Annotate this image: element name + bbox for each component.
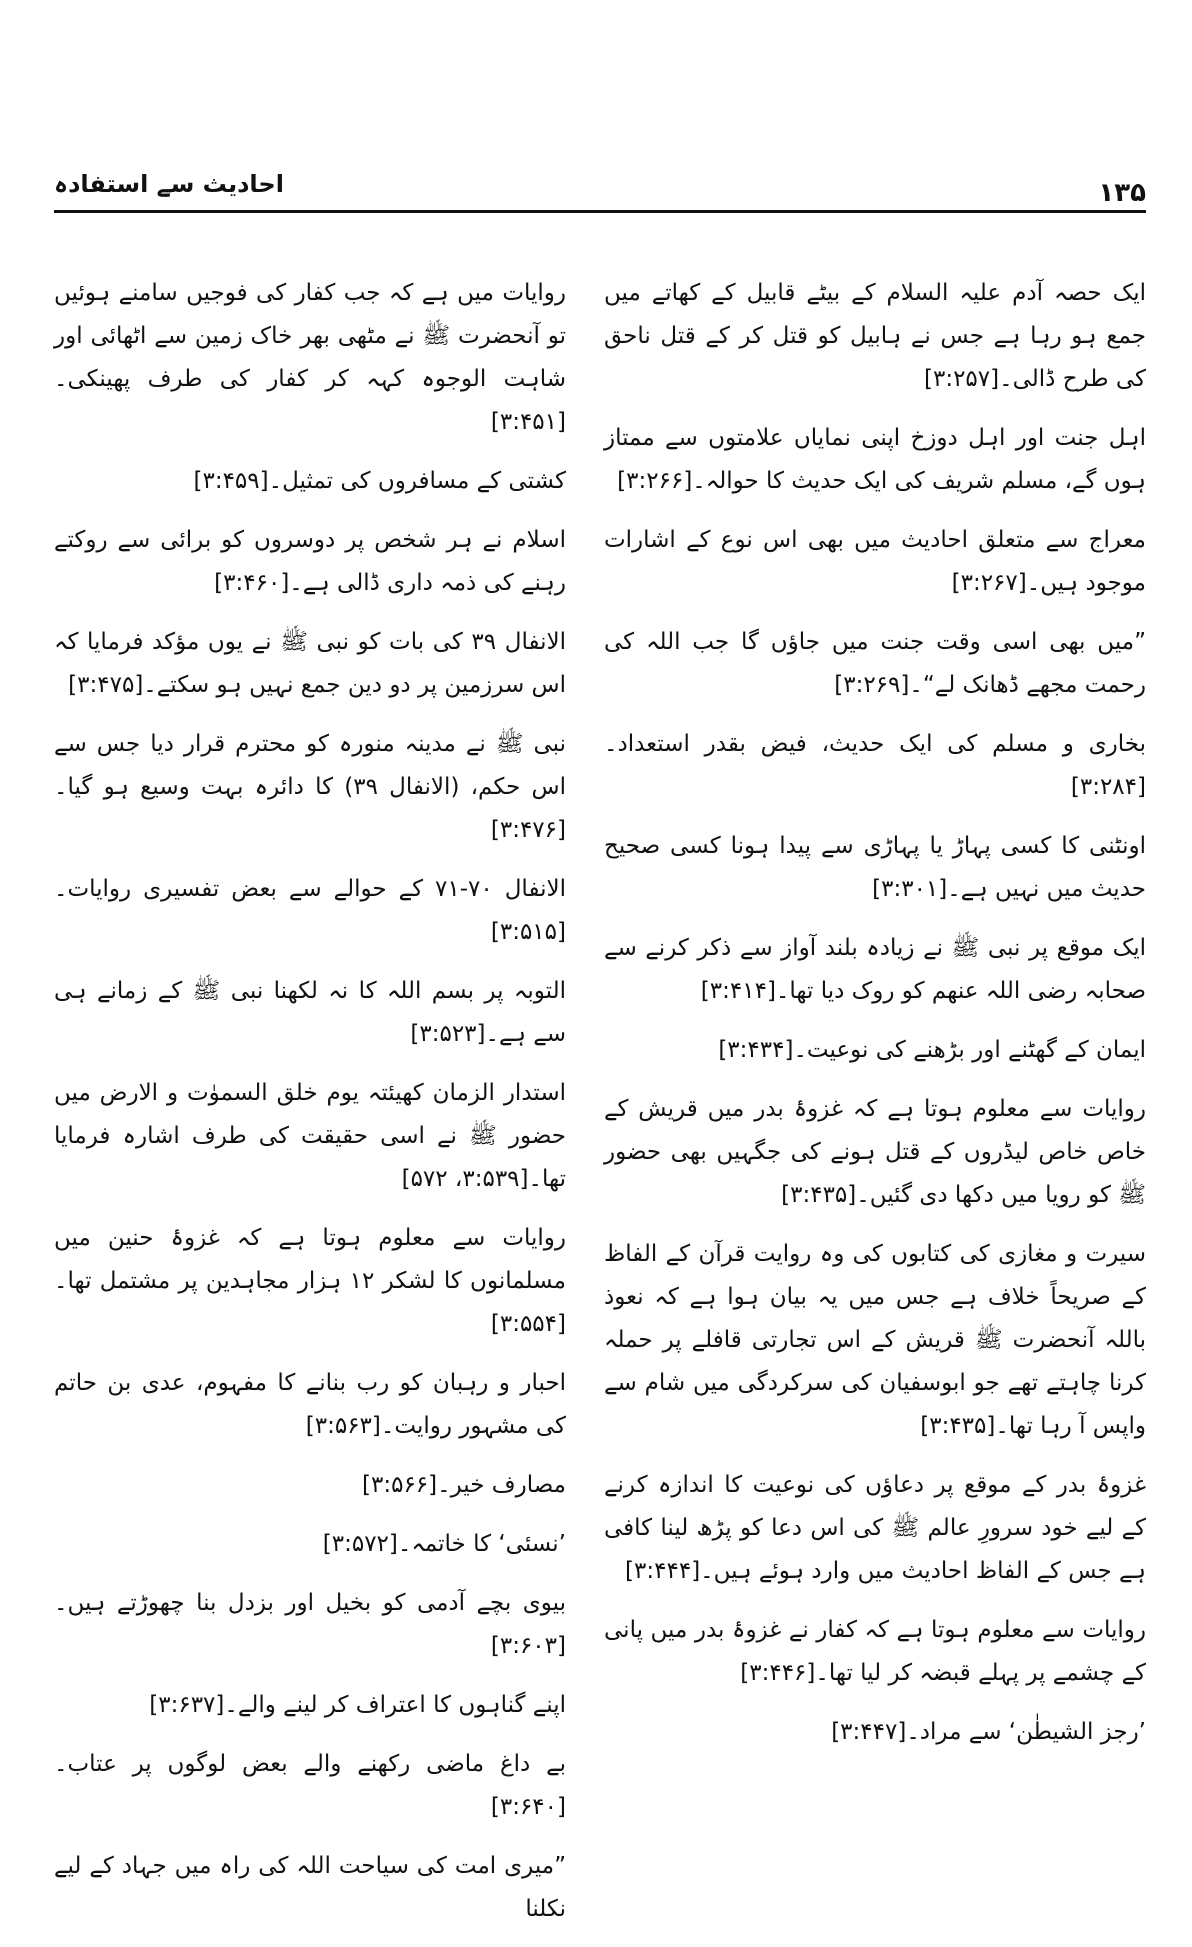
index-entry: التوبہ پر بسم اللہ کا نہ لکھنا نبی ﷺ کے زمانے ہی سے ہے۔[۳:۵۲۳] (54, 978, 566, 1047)
index-entry: ایک موقع پر نبی ﷺ نے زیادہ بلند آواز سے ذکر کرنے سے صحابہ رضی اللہ عنھم کو روک دیا تھا۔[۳:۴۱۴] (604, 935, 1146, 1004)
index-entry: غزوۂ بدر کے موقع پر دعاؤں کی نوعیت کا اندازہ کرنے کے لیے خود سرورِ عالم ﷺ کی اس دعا کو پڑھ لینا کافی ہے جس کے الفاظ احادیث میں وارد ہوئے ہیں۔[۳:۴۴۴] (604, 1472, 1146, 1584)
index-entry: نبی ﷺ نے مدینہ منورہ کو محترم قرار دیا جس سے اس حکم، (الانفال ۳۹) کا دائرہ بہت وسیع ہو گیا۔[۳:۴۷۶] (54, 731, 566, 843)
index-entry: بے داغ ماضی رکھنے والے بعض لوگوں پر عتاب۔[۳:۶۴۰] (54, 1751, 566, 1820)
index-entry: ’رجز الشیطٰن‘ سے مراد۔[۳:۴۴۷] (831, 1719, 1146, 1745)
index-entry: روایات سے معلوم ہوتا ہے کہ غزوۂ بدر میں قریش کے خاص خاص لیڈروں کے قتل ہونے کی جگہیں بھی حضور ﷺ کو رویا میں دکھا دی گئیں۔[۳:۴۳۵] (604, 1096, 1146, 1208)
index-entry: الانفال ۳۹ کی بات کو نبی ﷺ نے یوں مؤکد فرمایا کہ اس سرزمین پر دو دین جمع نہیں ہو سکتے۔[۳:۴۷۵] (54, 629, 567, 698)
index-entry: بخاری و مسلم کی ایک حدیث، فیض بقدر استعداد۔[۳:۲۸۴] (604, 731, 1146, 800)
index-entry: استدار الزمان کھیئتہ یوم خلق السموٰت و الارض میں حضور ﷺ نے اسی حقیقت کی طرف اشارہ فرمایا تھا۔[۳:۵۳۹، ۵۷۲] (54, 1080, 566, 1192)
index-entry: اونٹنی کا کسی پہاڑ یا پہاڑی سے پیدا ہونا کسی صحیح حدیث میں نہیں ہے۔[۳:۳۰۱] (604, 833, 1146, 902)
index-entry: ”میری امت کی سیاحت اللہ کی راہ میں جہاد کے لیے نکلنا (54, 1853, 566, 1922)
index-entry: ’نسئی‘ کا خاتمہ۔[۳:۵۷۲] (322, 1531, 566, 1557)
index-entry: الانفال ۷۰-۷۱ کے حوالے سے بعض تفسیری روایات۔[۳:۵۱۵] (54, 876, 566, 945)
page-number: ۱۳۵ (1098, 178, 1146, 208)
index-entry: کشتی کے مسافروں کی تمثیل۔[۳:۴۵۹] (193, 468, 566, 494)
index-entry: ”میں بھی اسی وقت جنت میں جاؤں گا جب اللہ کی رحمت مجھے ڈھانک لے“۔[۳:۲۶۹] (604, 629, 1146, 698)
page-header (54, 170, 1146, 213)
index-entry: روایات سے معلوم ہوتا ہے کہ غزوۂ حنین میں مسلمانوں کا لشکر ۱۲ ہزار مجاہدین پر مشتمل تھا۔[۳:۵۵۴] (54, 1225, 566, 1337)
index-entry: بیوی بچے آدمی کو بخیل اور بزدل بنا چھوڑتے ہیں۔[۳:۶۰۳] (54, 1590, 566, 1659)
index-entry: اپنے گناہوں کا اعتراف کر لینے والے۔[۳:۶۳۷] (149, 1692, 566, 1718)
index-entry: سیرت و مغازی کی کتابوں کی وہ روایت قرآن کے الفاظ کے صریحاً خلاف ہے جس میں یہ بیان ہوا ہے کہ نعوذ باللہ آنحضرت ﷺ قریش کے اس تجارتی قافلے پر حملہ کرنا چاہتے تھے جو ابوسفیان کی سرکردگی میں شام سے واپس آ رہا تھا۔[۳:۴۳۵] (604, 1241, 1146, 1439)
running-title: احادیث سے استفادہ (54, 170, 284, 198)
index-entry: اسلام نے ہر شخص پر دوسروں کو برائی سے روکتے رہنے کی ذمہ داری ڈالی ہے۔[۳:۴۶۰] (54, 527, 566, 596)
index-entry: روایات سے معلوم ہوتا ہے کہ کفار نے غزوۂ بدر میں پانی کے چشمے پر پہلے قبضہ کر لیا تھا۔[۳:۴۴۶] (604, 1617, 1146, 1686)
left-column (54, 272, 566, 1947)
index-entry: ایمان کے گھٹنے اور بڑھنے کی نوعیت۔[۳:۴۳۴] (718, 1037, 1146, 1063)
index-entry: روایات میں ہے کہ جب کفار کی فوجیں سامنے ہوئیں تو آنحضرت ﷺ نے مٹھی بھر خاک زمین سے اٹھائی اور شاہت الوجوہ کہہ کر کفار کی طرف پھینکی۔[۳:۴۵۱] (54, 280, 566, 435)
index-entry: احبار و رہبان کو رب بنانے کا مفہوم، عدی بن حاتم کی مشہور روایت۔[۳:۵۶۳] (54, 1370, 566, 1439)
index-entry: ایک حصہ آدم علیہ السلام کے بیٹے قابیل کے کھاتے میں جمع ہو رہا ہے جس نے ہابیل کو قتل کر کے قتل ناحق کی طرح ڈالی۔[۳:۲۵۷] (604, 280, 1146, 392)
right-column (604, 272, 1146, 1770)
index-entry: مصارف خیر۔[۳:۵۶۶] (362, 1472, 566, 1498)
index-entry: معراج سے متعلق احادیث میں بھی اس نوع کے اشارات موجود ہیں۔[۳:۲۶۷] (604, 527, 1146, 596)
index-entry: اہل جنت اور اہل دوزخ اپنی نمایاں علامتوں سے ممتاز ہوں گے، مسلم شریف کی ایک حدیث کا حوالہ۔[۳:۲۶۶] (604, 425, 1146, 494)
